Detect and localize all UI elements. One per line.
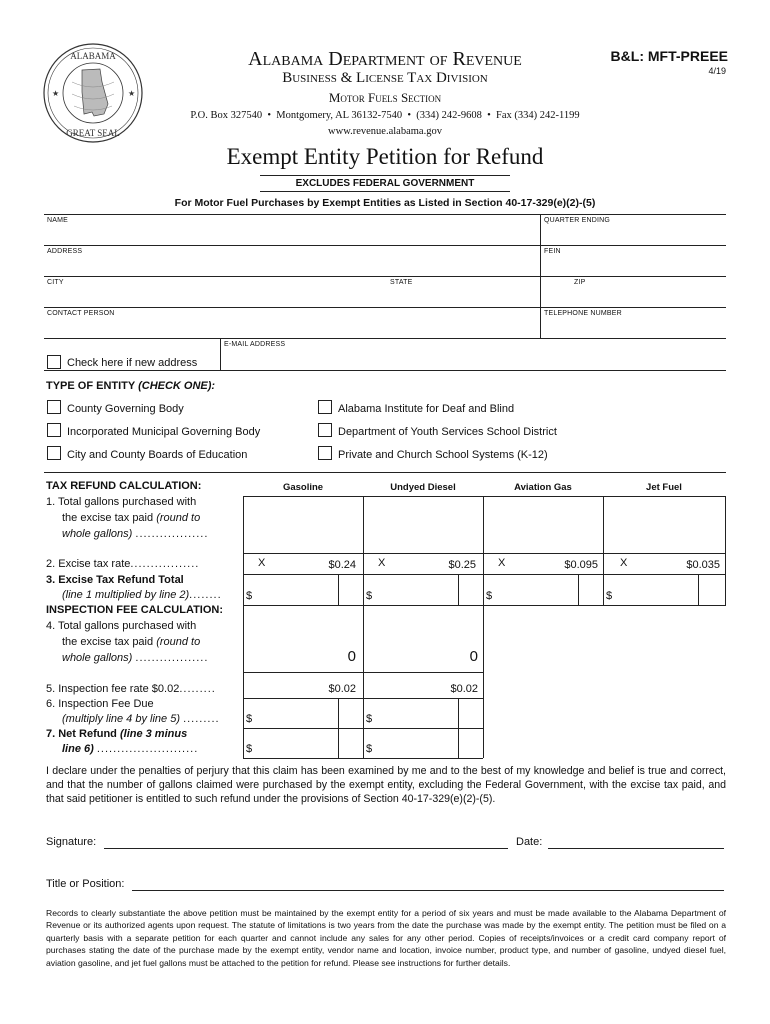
state-label: STATE bbox=[390, 279, 413, 286]
line4-diesel-value: 0 bbox=[469, 648, 478, 665]
line3-diesel-dollar: $ bbox=[366, 590, 373, 602]
form-title: Exempt Entity Petition for Refund bbox=[226, 144, 544, 169]
line3-label-a: 3. Excise Tax Refund Total bbox=[46, 574, 184, 586]
footer-instructions: Records to clearly substantiate the above petition must be maintained by the exempt entity for a period of six years and must be made available to the Alabama Department of Revenue or its authorized agents upon request. The statute of limitations is two years from the date the purchase was made by the exempt entity. The petition must be filed on a quarterly basis with a separate petition for each quarter and cannot include any sales for any other period. Copies of receipts/invoices or a credit card company report of purchases stating the date of the purchase made by the exempt entity, vendor name and location, invoice number, product type, and number of gasoline, undyed diesel fuel, aviation gasoline, and jet fuel gallons must be attached to the petition for refund. Please see instructions for further details. bbox=[46, 908, 726, 968]
insp-rate-diesel: $0.02 bbox=[450, 683, 478, 695]
line4-label-c: whole gallons) .................. bbox=[62, 652, 209, 664]
city-field[interactable] bbox=[44, 287, 384, 306]
line4-gasoline-value: 0 bbox=[347, 648, 356, 665]
new-address-label: Check here if new address bbox=[67, 357, 198, 369]
insp-rate-gasoline: $0.02 bbox=[328, 683, 356, 695]
municipal-label: Incorporated Municipal Governing Body bbox=[67, 426, 261, 438]
line1-aviation-input[interactable] bbox=[484, 497, 602, 552]
rate-aviation-x: X bbox=[498, 557, 506, 569]
inspection-heading: INSPECTION FEE CALCULATION: bbox=[46, 604, 224, 616]
zip-label: ZIP bbox=[574, 279, 586, 286]
fein-label: FEIN bbox=[544, 248, 561, 255]
state-field[interactable] bbox=[388, 287, 568, 306]
line4-label-a: 4. Total gallons purchased with bbox=[46, 620, 197, 632]
county-checkbox[interactable] bbox=[47, 400, 61, 414]
rate-gasoline: $0.24 bbox=[328, 559, 356, 571]
line7-diesel-dollar: $ bbox=[366, 743, 373, 755]
quarter-ending-label: QUARTER ENDING bbox=[544, 217, 611, 224]
line4-label-b: the excise tax paid (round to bbox=[62, 636, 201, 648]
rate-gas-x: X bbox=[258, 557, 266, 569]
rate-diesel: $0.25 bbox=[448, 559, 476, 571]
line1-jet-input[interactable] bbox=[604, 497, 724, 552]
col-aviation-gas: Aviation Gas bbox=[514, 482, 572, 493]
line7-gas-dollar: $ bbox=[246, 743, 253, 755]
county-label: County Governing Body bbox=[67, 403, 184, 415]
division-name: Business & License Tax Division bbox=[282, 70, 488, 86]
seal-bottom-text: GREAT SEAL bbox=[66, 128, 120, 138]
line1-label-a: 1. Total gallons purchased with bbox=[46, 496, 197, 508]
line1-label-b: the excise tax paid (round to bbox=[62, 512, 201, 524]
col-jet-fuel: Jet Fuel bbox=[646, 482, 682, 493]
col-undyed-diesel: Undyed Diesel bbox=[390, 482, 456, 493]
col-gasoline: Gasoline bbox=[282, 482, 324, 493]
private-school-checkbox[interactable] bbox=[318, 446, 332, 460]
line2-label: 2. Excise tax rate................. bbox=[46, 558, 200, 570]
address-label: ADDRESS bbox=[47, 248, 83, 255]
line6-label-b: (multiply line 4 by line 5) ......... bbox=[62, 713, 220, 725]
line1-gasoline-input[interactable] bbox=[244, 497, 362, 552]
email-label: E-MAIL ADDRESS bbox=[224, 341, 286, 348]
line7-label-b: line 6) ......................... bbox=[62, 743, 199, 755]
youth-services-checkbox[interactable] bbox=[318, 423, 332, 437]
svg-text:★: ★ bbox=[128, 89, 136, 98]
deaf-blind-label: Alabama Institute for Deaf and Blind bbox=[338, 403, 515, 415]
email-field[interactable] bbox=[222, 349, 724, 369]
line3-label-b: (line 1 multiplied by line 2)........ bbox=[62, 589, 222, 601]
rate-diesel-x: X bbox=[378, 557, 386, 569]
line3-gas-dollar: $ bbox=[246, 590, 253, 602]
form-subtitle: EXCLUDES FEDERAL GOVERNMENT bbox=[295, 178, 475, 189]
boards-education-checkbox[interactable] bbox=[47, 446, 61, 460]
boards-education-label: City and County Boards of Education bbox=[67, 449, 248, 461]
address-field[interactable] bbox=[44, 256, 538, 275]
rate-jet-x: X bbox=[620, 557, 628, 569]
rate-jet: $0.035 bbox=[686, 559, 720, 571]
contact-person-field[interactable] bbox=[44, 318, 538, 337]
date-label: Date: bbox=[516, 836, 543, 848]
contact-person-label: CONTACT PERSON bbox=[47, 310, 115, 317]
declaration-text: I declare under the penalties of perjury that this claim has been examined by me and to the best of my knowledge and belief is true and correct, and that the number of gallons claimed were purchased by the exempt entity, excluding the Federal Government, with the excise tax paid, and that said petitioner is entitled to such refund under the provisions of Section 40-17-329(e)(2)-(5). bbox=[46, 765, 726, 805]
alabama-great-seal bbox=[42, 42, 144, 144]
signature-label: Signature: bbox=[46, 836, 97, 848]
line1-label-c: whole gallons) .................. bbox=[62, 528, 209, 540]
date-field[interactable] bbox=[548, 832, 724, 848]
title-position-field[interactable] bbox=[132, 874, 724, 890]
subtitle-rule-top bbox=[260, 175, 510, 176]
line3-aviation-dollar: $ bbox=[486, 590, 493, 602]
rate-aviation: $0.095 bbox=[564, 559, 598, 571]
line5-label: 5. Inspection fee rate $0.02......... bbox=[46, 683, 216, 695]
deaf-blind-checkbox[interactable] bbox=[318, 400, 332, 414]
line7-label-a: 7. Net Refund (line 3 minus bbox=[46, 728, 188, 740]
form-id: B&L: MFT-PREEE bbox=[610, 48, 728, 64]
seal-top-text: ALABAMA bbox=[70, 51, 116, 61]
mailing-address: P.O. Box 327540 • Montgomery, AL 36132-7540 • (334) 242-9608 • Fax (334) 242-1199 bbox=[190, 110, 580, 121]
signature-field[interactable] bbox=[104, 832, 508, 848]
name-field[interactable] bbox=[44, 225, 538, 244]
section-name: Motor Fuels Section bbox=[328, 90, 442, 105]
name-label: NAME bbox=[47, 217, 69, 224]
line6-gas-dollar: $ bbox=[246, 713, 253, 725]
title-position-label: Title or Position: bbox=[46, 878, 125, 890]
new-address-checkbox[interactable] bbox=[47, 355, 61, 369]
department-name: Alabama Department of Revenue bbox=[248, 48, 522, 70]
form-purpose: For Motor Fuel Purchases by Exempt Entities as Listed in Section 40-17-329(e)(2)-(5) bbox=[174, 197, 596, 209]
tax-refund-heading: TAX REFUND CALCULATION: bbox=[46, 480, 202, 492]
municipal-checkbox[interactable] bbox=[47, 423, 61, 437]
entity-heading: TYPE OF ENTITY (CHECK ONE): bbox=[46, 380, 216, 392]
youth-services-label: Department of Youth Services School District bbox=[338, 426, 557, 438]
zip-field[interactable] bbox=[572, 287, 724, 306]
svg-text:★: ★ bbox=[52, 89, 60, 98]
revision-date: 4/19 bbox=[708, 66, 726, 76]
fein-field[interactable] bbox=[542, 256, 724, 275]
line6-label-a: 6. Inspection Fee Due bbox=[46, 698, 154, 710]
telephone-label: TELEPHONE NUMBER bbox=[544, 310, 622, 317]
city-label: CITY bbox=[47, 279, 64, 286]
website-link[interactable]: www.revenue.alabama.gov bbox=[328, 126, 442, 137]
telephone-field[interactable] bbox=[542, 318, 724, 337]
line6-diesel-dollar: $ bbox=[366, 713, 373, 725]
line1-diesel-input[interactable] bbox=[364, 497, 482, 552]
quarter-ending-field[interactable] bbox=[542, 225, 724, 244]
private-school-label: Private and Church School Systems (K-12) bbox=[338, 449, 548, 461]
line3-jet-dollar: $ bbox=[606, 590, 613, 602]
subtitle-rule-bottom bbox=[260, 191, 510, 192]
